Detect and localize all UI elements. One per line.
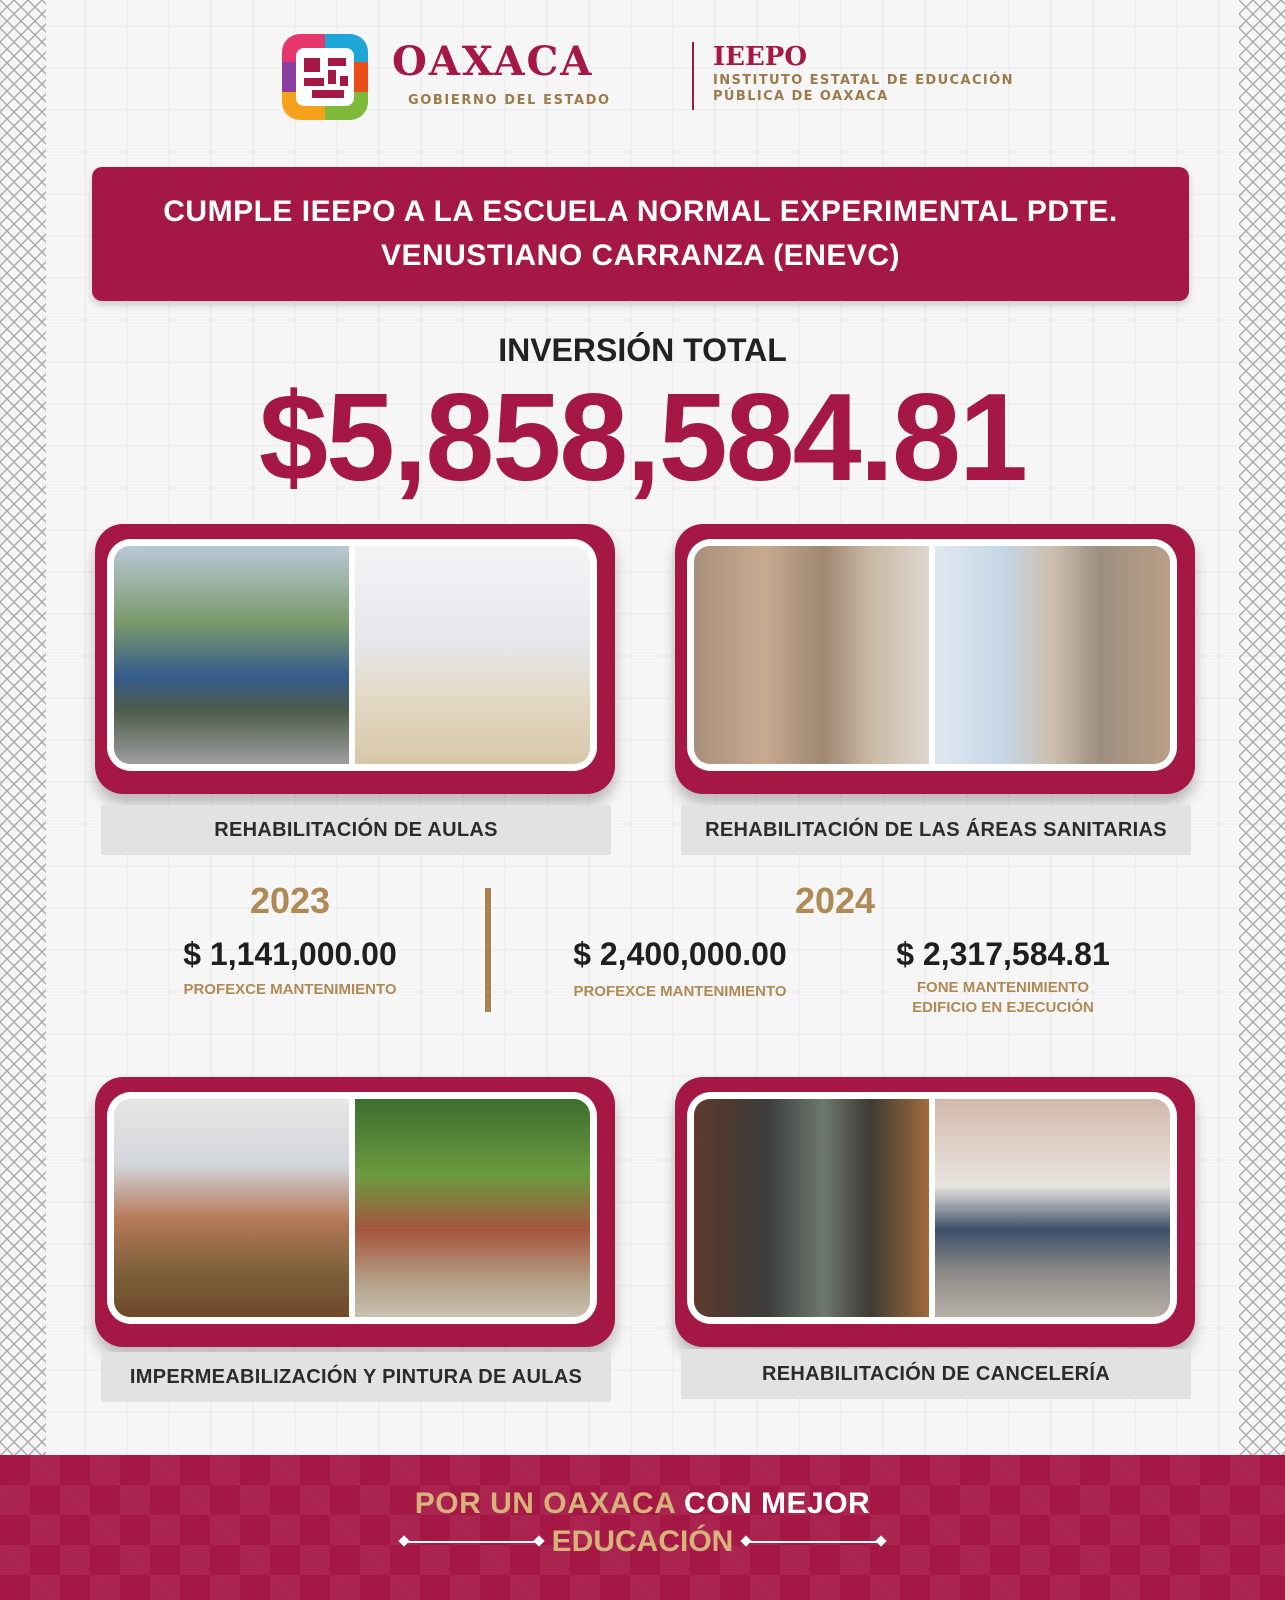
photo-card-sanitarias: [675, 524, 1195, 794]
classroom-interior-photo: [355, 546, 590, 764]
program-2024-profexce: PROFEXCE MANTENIMIENTO: [573, 983, 787, 1000]
amount-2024-fone: $ 2,317,584.81: [896, 936, 1110, 972]
footer-slogan-line2: EDUCACIÓN: [551, 1525, 734, 1558]
investment-label: INVERSIÓN TOTAL: [498, 332, 787, 368]
footer: [0, 1455, 1285, 1600]
ieepo-subtitle: INSTITUTO ESTATAL DE EDUCACIÓN PÚBLICA DE OAXACA: [713, 73, 1014, 104]
photo-card-pintura: [95, 1077, 615, 1347]
amount-2024-profexce: $ 2,400,000.00: [573, 936, 787, 972]
card-label-sanitarias: REHABILITACIÓN DE LAS ÁREAS SANITARIAS: [681, 805, 1191, 855]
card-label-pintura: IMPERMEABILIZACIÓN Y PINTURA DE AULAS: [101, 1352, 611, 1402]
restroom-stalls-photo: [694, 546, 929, 764]
page-title: CUMPLE IEEPO A LA ESCUELA NORMAL EXPERIMENTAL PDTE. VENUSTIANO CARRANZA (ENEVC): [163, 195, 1118, 272]
building-garden-photo: [355, 1099, 590, 1317]
photo-card-aulas: [95, 524, 615, 794]
year-2024: 2024: [794, 880, 876, 921]
right-border-pattern: [1239, 0, 1285, 1455]
left-border-pattern: [0, 0, 46, 1455]
building-steps-photo: [935, 1099, 1170, 1317]
footer-slogan-gold: POR UN OAXACA: [414, 1487, 676, 1520]
card-label-aulas: REHABILITACIÓN DE AULAS: [101, 805, 611, 855]
ieepo-title: IEEPO: [713, 42, 807, 72]
footer-rule-right: [746, 1541, 881, 1543]
program-2024-fone-status: EDIFICIO EN EJECUCIÓN: [912, 999, 1094, 1016]
brand-subtitle: GOBIERNO DEL ESTADO: [408, 93, 611, 108]
amount-2023: $ 1,141,000.00: [183, 936, 397, 972]
restroom-interior-photo: [935, 546, 1170, 764]
title-banner: [92, 167, 1189, 301]
year-2023: 2023: [249, 880, 331, 921]
footer-slogan-line1: [0, 1487, 1285, 1521]
classroom-windows-photo: [114, 1099, 349, 1317]
oaxaca-emblem-icon: [282, 34, 368, 120]
footer-slogan-white: CON MEJOR: [684, 1487, 871, 1520]
photo-card-canceleria: [675, 1077, 1195, 1347]
header: [0, 28, 1285, 128]
card-label-canceleria: REHABILITACIÓN DE CANCELERÍA: [681, 1349, 1191, 1399]
program-2023: PROFEXCE MANTENIMIENTO: [183, 981, 397, 998]
investment-amount: $5,858,584.81: [259, 369, 1026, 507]
header-divider: [692, 42, 694, 110]
classroom-exterior-photo: [114, 546, 349, 764]
brand-title: OAXACA: [392, 38, 594, 85]
year-divider: [485, 888, 491, 1012]
program-2024-fone: FONE MANTENIMIENTO: [916, 979, 1090, 996]
window-grille-photo: [694, 1099, 929, 1317]
